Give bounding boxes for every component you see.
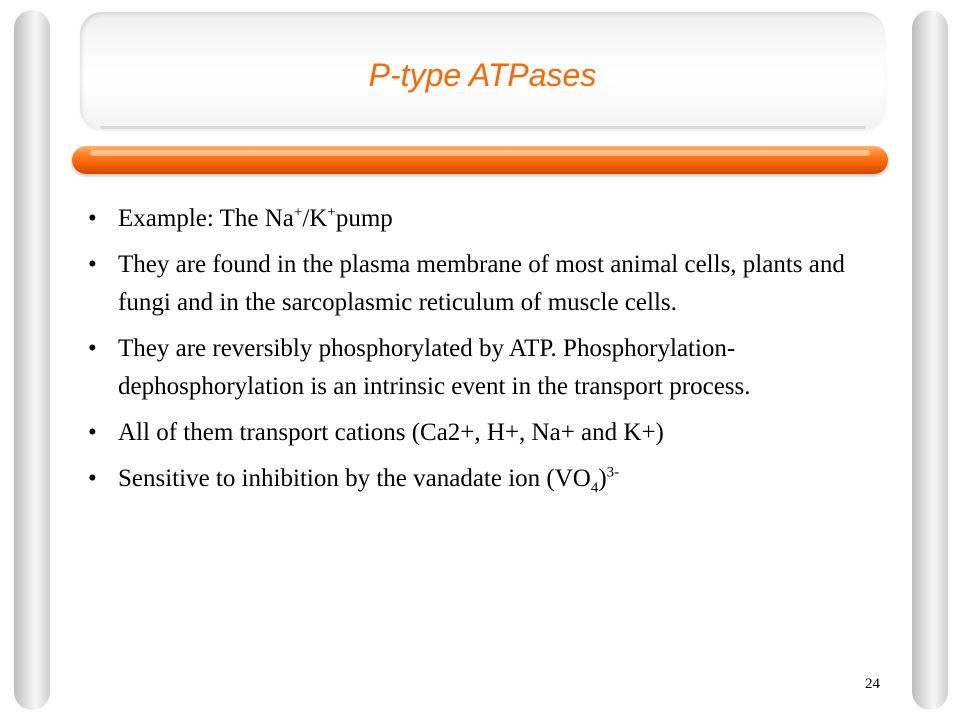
- bullet-text: They are reversibly phosphorylated by ATP. Phosphorylation-dephosphorylation is an intrinsic event in the transport process.: [118, 335, 751, 400]
- bullet-dot-icon: •: [88, 205, 97, 232]
- title-underline: [100, 126, 866, 129]
- bullet-item-location: [88, 246, 878, 322]
- bar-highlight: [90, 150, 870, 156]
- page-number: 24: [865, 676, 880, 692]
- bullet-text: /K: [302, 205, 328, 232]
- bullet-item-vanadate: [88, 460, 878, 498]
- slide-title: P-type ATPases: [368, 57, 597, 93]
- bullet-text: ): [598, 465, 607, 492]
- superscript: 3-: [606, 464, 620, 481]
- bullet-text: All of them transport cations (Ca2+, H+, Na+ and K+): [118, 419, 664, 446]
- slide-content: [88, 200, 878, 506]
- bullet-item-phosphorylation: [88, 330, 878, 406]
- superscript: +: [327, 204, 336, 221]
- bullet-list: [88, 200, 878, 498]
- bullet-text: Example: The Na: [118, 205, 294, 232]
- subscript: 4: [590, 480, 599, 496]
- orange-divider-bar: [72, 146, 888, 174]
- bullet-item-cations: [88, 414, 878, 452]
- left-decorative-bar: [14, 10, 50, 710]
- bullet-dot-icon: •: [88, 251, 97, 278]
- bullet-text: Sensitive to inhibition by the vanadate ion (VO: [118, 465, 591, 492]
- bullet-text: pump: [335, 205, 393, 232]
- bullet-text: They are found in the plasma membrane of most animal cells, plants and fungi and in the sarcoplasmic reticulum of muscle cells.: [118, 251, 845, 316]
- bullet-dot-icon: •: [88, 465, 97, 492]
- bullet-dot-icon: •: [88, 419, 97, 446]
- bullet-item-example: [88, 200, 878, 238]
- bullet-dot-icon: •: [88, 335, 97, 362]
- right-decorative-bar: [912, 10, 948, 710]
- superscript: +: [293, 204, 303, 221]
